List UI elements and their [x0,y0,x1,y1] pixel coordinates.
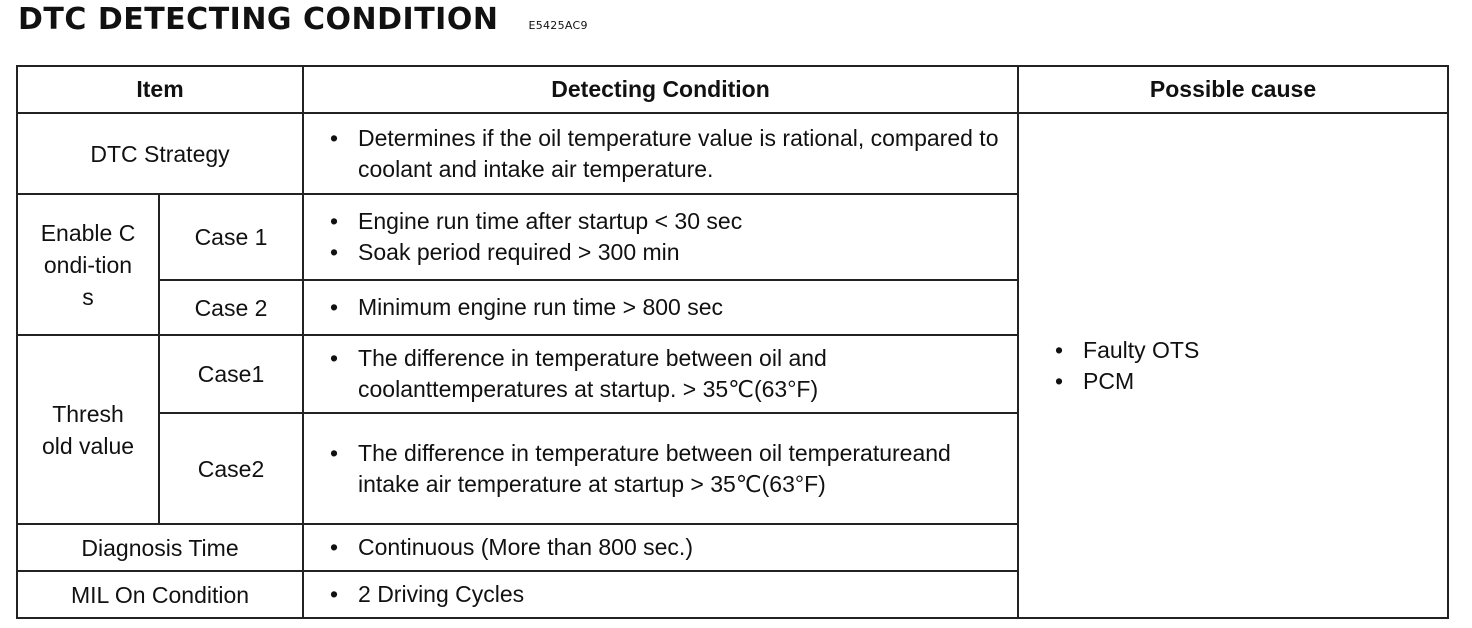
header-row [17,66,1448,113]
row-label-mil-on-condition: MIL On Condition [17,571,303,618]
diagnosis-time-conditions [303,524,1018,571]
list-item: • Minimum engine run time > 800 sec [330,292,1007,323]
threshold-case2-conditions [303,413,1018,524]
threshold-case1-conditions [303,335,1018,413]
dtc-strategy-conditions [303,113,1018,194]
list-item: • Faulty OTS [1055,335,1437,366]
header-detecting-condition: Detecting Condition [303,66,1018,113]
header-possible-cause: Possible cause [1018,66,1448,113]
list-item: • Engine run time after startup < 30 sec [330,206,1007,237]
row-label-threshold-value [17,335,159,524]
mil-on-conditions [303,571,1018,618]
enable-conditions-label: Enable Condi-tions [40,219,136,310]
possible-cause-cell [1018,113,1448,618]
list-item: • 2 Driving Cycles [330,579,1007,610]
list-item: • Continuous (More than 800 sec.) [330,532,1007,563]
list-item: • Determines if the oil temperature value is rational, compared to coolant and intake air temperature. [330,123,1007,185]
case-label: Case 2 [159,280,303,335]
enable-case2-conditions [303,280,1018,335]
row-label-diagnosis-time: Diagnosis Time [17,524,303,571]
list-item: • Soak period required > 300 min [330,237,1007,268]
header-item: Item [17,66,303,113]
dtc-condition-table [16,65,1449,619]
page-heading [18,2,588,46]
row-label-dtc-strategy: DTC Strategy [17,113,303,194]
list-item: • PCM [1055,366,1437,397]
list-item: • The difference in temperature between oil temperatureand intake air temperature at startup > 35℃(63°F) [330,438,1007,500]
threshold-value-label: Thresh old value [41,400,135,459]
case-label: Case2 [159,413,303,524]
enable-case1-conditions [303,194,1018,280]
document-code: E5425AC9 [528,19,588,32]
row-label-enable-conditions [17,194,159,335]
page-title: DTC DETECTING CONDITION [18,2,499,37]
case-label: Case1 [159,335,303,413]
table-row-dtc-strategy [17,113,1448,194]
list-item: • The difference in temperature between oil and coolanttemperatures at startup. > 35℃(63°F) [330,343,1007,405]
case-label: Case 1 [159,194,303,280]
